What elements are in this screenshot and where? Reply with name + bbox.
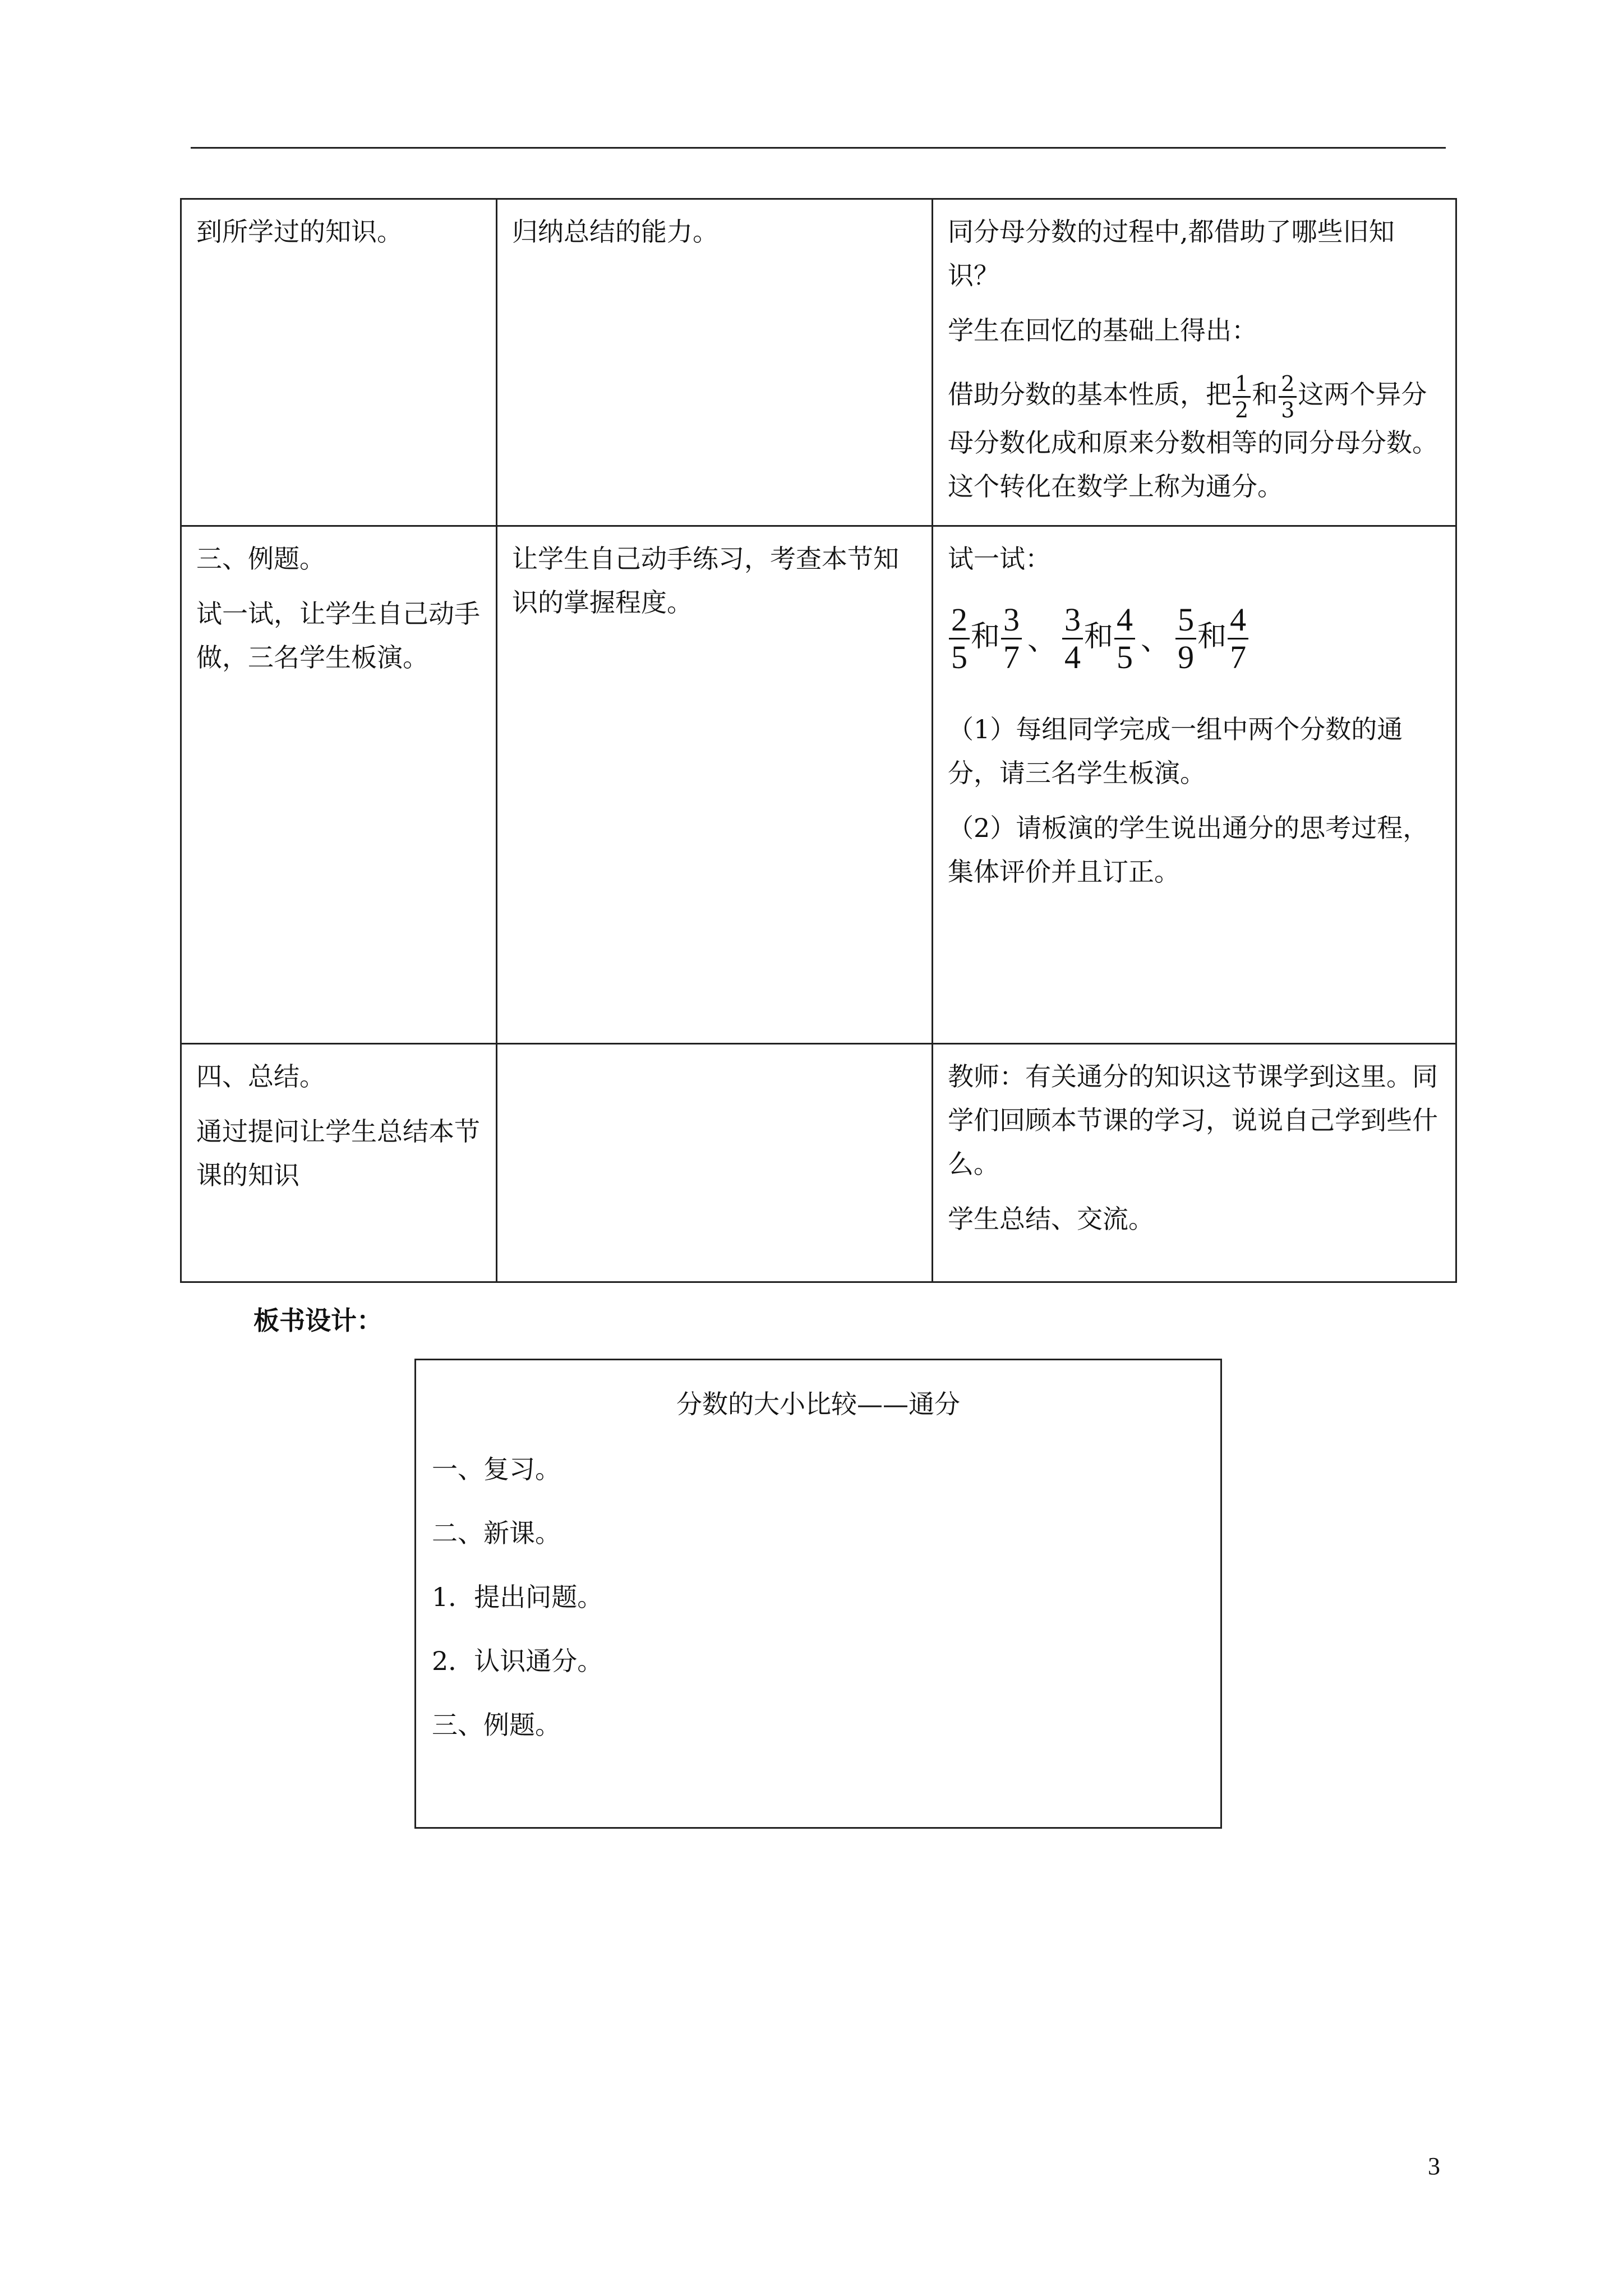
fraction bbox=[1114, 601, 1135, 675]
cell-text: 归纳总结的能力。 bbox=[512, 217, 718, 247]
board-item: 一、复习。 bbox=[432, 1454, 561, 1484]
table-row bbox=[181, 526, 1456, 1044]
cell-text: 通过提问让学生总结本节课的知识 bbox=[196, 1116, 480, 1190]
separator: 、 bbox=[1027, 623, 1057, 657]
cell-text: 同分母分数的过程中,都借助了哪些旧知识？ bbox=[948, 217, 1395, 291]
table-cell bbox=[497, 199, 933, 526]
fraction-numerator: 2 bbox=[951, 601, 967, 638]
cell-text: 学生总结、交流。 bbox=[948, 1204, 1154, 1234]
fraction-numerator: 1 bbox=[1235, 371, 1249, 396]
fraction-denominator: 5 bbox=[949, 638, 970, 674]
page-number: 3 bbox=[1428, 2152, 1440, 2180]
separator: 、 bbox=[1141, 623, 1170, 657]
cell-text: 教师：有关通分的知识这节课学到这里。同学们回顾本节课的学习，说说自己学到些什么。 bbox=[948, 1061, 1438, 1179]
cell-text: （2）请板演的学生说出通分的思考过程，集体评价并且订正。 bbox=[948, 813, 1429, 887]
table-cell bbox=[497, 526, 933, 1044]
fraction-denominator: 9 bbox=[1175, 638, 1196, 674]
fraction-pair bbox=[1061, 601, 1174, 675]
header-rule bbox=[191, 147, 1446, 149]
fraction bbox=[949, 601, 970, 675]
conjunction: 和 bbox=[1084, 620, 1114, 654]
board-item-list bbox=[432, 1449, 1220, 1769]
fraction-denominator: 5 bbox=[1114, 638, 1135, 674]
cell-text: 试一试： bbox=[948, 544, 1051, 574]
text-span: 借助分数的基本性质，把 bbox=[948, 379, 1232, 409]
cell-heading: 四、总结。 bbox=[196, 1061, 325, 1092]
fraction-pair bbox=[948, 601, 1061, 675]
text-span: 和 bbox=[1252, 379, 1278, 409]
fraction-numerator: 3 bbox=[1003, 601, 1020, 638]
cell-heading: 三、例题。 bbox=[196, 544, 325, 574]
conjunction: 和 bbox=[1197, 620, 1227, 654]
board-design-label: 板书设计： bbox=[253, 1305, 382, 1336]
fraction bbox=[1175, 601, 1196, 675]
fraction bbox=[1001, 601, 1022, 675]
fraction-denominator: 3 bbox=[1279, 396, 1297, 421]
text-span: 这两个异分母分数化成和原来分数相等的同分母分数。这个转化在数学上称为通分。 bbox=[948, 379, 1438, 501]
fraction bbox=[1233, 373, 1251, 421]
fraction-denominator: 7 bbox=[1001, 638, 1022, 674]
fraction-pair bbox=[1174, 601, 1249, 675]
board-item: 2．认识通分。 bbox=[432, 1646, 603, 1676]
board-title: 分数的大小比较——通分 bbox=[676, 1389, 960, 1419]
cell-text: 让学生自己动手练习，考查本节知识的掌握程度。 bbox=[512, 544, 899, 618]
cell-text-with-fractions bbox=[948, 372, 1442, 508]
board-item: 二、新课。 bbox=[432, 1518, 561, 1548]
fraction-numerator: 3 bbox=[1064, 601, 1081, 638]
fraction bbox=[1228, 601, 1248, 675]
table-cell bbox=[181, 1044, 497, 1282]
table-cell bbox=[933, 199, 1456, 526]
table-row bbox=[181, 199, 1456, 526]
cell-text: 到所学过的知识。 bbox=[196, 217, 403, 247]
fraction-numerator: 5 bbox=[1178, 601, 1195, 638]
fraction-numerator: 4 bbox=[1117, 601, 1133, 638]
table-cell bbox=[933, 526, 1456, 1044]
fraction-denominator: 2 bbox=[1233, 396, 1251, 421]
table-row bbox=[181, 1044, 1456, 1282]
table-cell bbox=[181, 526, 497, 1044]
table-cell bbox=[933, 1044, 1456, 1282]
fraction-exercises bbox=[948, 603, 1442, 674]
cell-text: 学生在回忆的基础上得出： bbox=[948, 315, 1257, 346]
board-item: 1．提出问题。 bbox=[432, 1582, 603, 1612]
fraction bbox=[1279, 373, 1297, 421]
board-item: 三、例题。 bbox=[432, 1710, 561, 1740]
cell-text: 试一试，让学生自己动手做，三名学生板演。 bbox=[196, 599, 480, 673]
fraction bbox=[1062, 601, 1083, 675]
fraction-denominator: 4 bbox=[1062, 638, 1083, 674]
cell-text: （1）每组同学完成一组中两个分数的通分，请三名学生板演。 bbox=[948, 714, 1403, 788]
conjunction: 和 bbox=[971, 620, 1000, 654]
lesson-table bbox=[180, 198, 1457, 1283]
fraction-denominator: 7 bbox=[1228, 638, 1248, 674]
fraction-numerator: 2 bbox=[1281, 371, 1295, 396]
fraction-numerator: 4 bbox=[1230, 601, 1247, 638]
table-cell bbox=[181, 199, 497, 526]
board-design-box bbox=[414, 1359, 1222, 1829]
table-cell bbox=[497, 1044, 933, 1282]
